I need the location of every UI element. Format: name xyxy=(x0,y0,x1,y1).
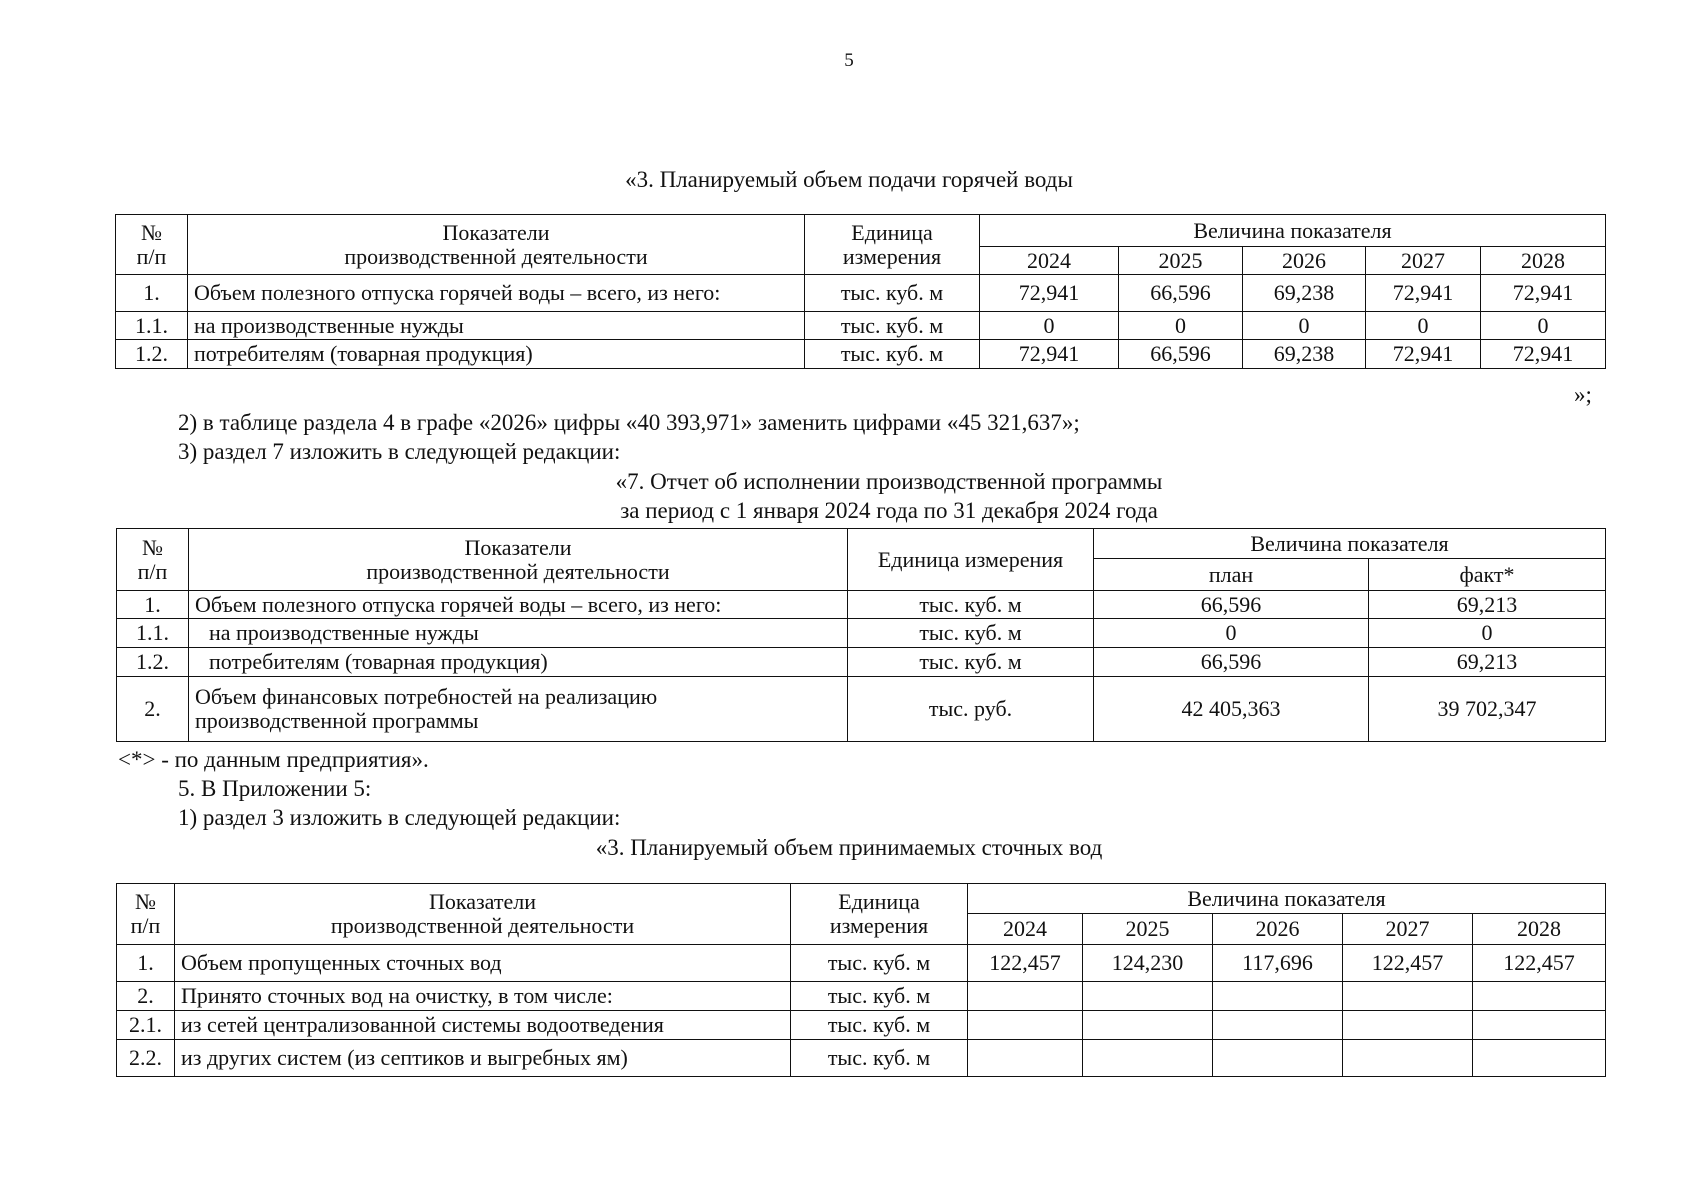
table-header-row xyxy=(116,215,1606,247)
row-plan: 42 405,363 xyxy=(1094,677,1369,742)
col-header-plan: план xyxy=(1094,559,1369,591)
row-name: потребителям (товарная продукция) xyxy=(189,648,848,677)
row-value: 122,457 xyxy=(1473,945,1606,982)
paragraph-table4-change: 2) в таблице раздела 4 в графе «2026» цифры «40 393,971» заменить цифрами «45 321,637»; xyxy=(178,410,1080,435)
row-value: 122,457 xyxy=(968,945,1083,982)
year-header: 2025 xyxy=(1119,247,1243,275)
row-value xyxy=(1083,982,1213,1011)
table2-title-line1: «7. Отчет об исполнении производственной программы xyxy=(615,469,1163,494)
col-header-value: Величина показателя xyxy=(968,884,1606,914)
row-value: 124,230 xyxy=(1083,945,1213,982)
table1-close-quote: »; xyxy=(1574,382,1592,407)
table1-title: «3. Планируемый объем подачи горячей воды xyxy=(625,167,1073,192)
row-name: потребителям (товарная продукция) xyxy=(188,340,805,369)
paragraph-appendix5: 5. В Приложении 5: xyxy=(178,776,372,801)
table2-footnote: <*> - по данным предприятия». xyxy=(118,747,429,772)
row-value: 66,596 xyxy=(1119,340,1243,369)
row-fact: 69,213 xyxy=(1369,591,1606,619)
row-fact: 39 702,347 xyxy=(1369,677,1606,742)
col-header-value: Величина показателя xyxy=(1094,529,1606,559)
row-name: из других систем (из септиков и выгребных ям) xyxy=(175,1040,791,1077)
row-value xyxy=(1083,1011,1213,1040)
table-row xyxy=(117,945,1606,982)
row-unit: тыс. руб. xyxy=(848,677,1094,742)
row-fact: 0 xyxy=(1369,619,1606,648)
table-row xyxy=(117,591,1606,619)
row-unit: тыс. куб. м xyxy=(791,982,968,1011)
row-unit: тыс. куб. м xyxy=(805,312,980,340)
row-value xyxy=(1473,1011,1606,1040)
row-unit: тыс. куб. м xyxy=(848,648,1094,677)
row-value xyxy=(1083,1040,1213,1077)
row-num: 2. xyxy=(117,677,189,742)
row-value xyxy=(1473,1040,1606,1077)
row-unit: тыс. куб. м xyxy=(791,1040,968,1077)
page-number: 5 xyxy=(844,50,854,71)
table-row xyxy=(117,648,1606,677)
row-name: Объем полезного отпуска горячей воды – всего, из него: xyxy=(189,591,848,619)
row-name: Объем пропущенных сточных вод xyxy=(175,945,791,982)
row-value xyxy=(968,1011,1083,1040)
col-header-indicators: Показатели производственной деятельности xyxy=(175,884,791,945)
year-header: 2027 xyxy=(1343,914,1473,945)
col-header-unit: Единица измерения xyxy=(805,215,980,275)
row-plan: 0 xyxy=(1094,619,1369,648)
row-value: 0 xyxy=(1366,312,1481,340)
col-header-num: № п/п xyxy=(117,884,175,945)
row-value: 117,696 xyxy=(1213,945,1343,982)
row-unit: тыс. куб. м xyxy=(848,619,1094,648)
row-value xyxy=(1213,982,1343,1011)
table-row xyxy=(116,275,1606,312)
row-value: 0 xyxy=(1481,312,1606,340)
col-header-num: № п/п xyxy=(116,215,188,275)
table-header-row xyxy=(117,884,1606,914)
row-value: 72,941 xyxy=(1481,275,1606,312)
table-row xyxy=(117,982,1606,1011)
col-header-indicators: Показатели производственной деятельности xyxy=(189,529,848,591)
table3-title: «3. Планируемый объем принимаемых сточных вод xyxy=(595,835,1103,860)
row-value: 0 xyxy=(1119,312,1243,340)
row-unit: тыс. куб. м xyxy=(791,1011,968,1040)
row-num: 1.2. xyxy=(116,340,188,369)
row-value: 0 xyxy=(1243,312,1366,340)
col-header-fact: факт* xyxy=(1369,559,1606,591)
row-value xyxy=(1213,1040,1343,1077)
year-header: 2028 xyxy=(1473,914,1606,945)
table2-title-line2: за период с 1 января 2024 года по 31 декабря 2024 года xyxy=(620,498,1158,523)
table-row xyxy=(116,312,1606,340)
row-fact: 69,213 xyxy=(1369,648,1606,677)
row-value: 72,941 xyxy=(980,275,1119,312)
table-row xyxy=(117,1040,1606,1077)
row-name: из сетей централизованной системы водоотведения xyxy=(175,1011,791,1040)
hot-water-plan-table xyxy=(115,214,1606,369)
year-header: 2026 xyxy=(1213,914,1343,945)
table-row xyxy=(117,677,1606,742)
row-value: 69,238 xyxy=(1243,340,1366,369)
year-header: 2027 xyxy=(1366,247,1481,275)
col-header-unit: Единица измерения xyxy=(848,529,1094,591)
row-plan: 66,596 xyxy=(1094,648,1369,677)
row-value: 72,941 xyxy=(1366,275,1481,312)
row-value: 66,596 xyxy=(1119,275,1243,312)
col-header-num: № п/п xyxy=(117,529,189,591)
program-execution-report-table xyxy=(116,528,1606,742)
row-name: Объем финансовых потребностей на реализацию производственной программы xyxy=(189,677,848,742)
row-name: Объем полезного отпуска горячей воды – всего, из него: xyxy=(188,275,805,312)
row-name: Принято сточных вод на очистку, в том числе: xyxy=(175,982,791,1011)
row-value: 72,941 xyxy=(980,340,1119,369)
table-row xyxy=(117,619,1606,648)
year-header: 2028 xyxy=(1481,247,1606,275)
row-num: 2. xyxy=(117,982,175,1011)
row-value xyxy=(1213,1011,1343,1040)
row-unit: тыс. куб. м xyxy=(805,340,980,369)
row-unit: тыс. куб. м xyxy=(848,591,1094,619)
row-name: на производственные нужды xyxy=(189,619,848,648)
row-num: 2.1. xyxy=(117,1011,175,1040)
year-header: 2026 xyxy=(1243,247,1366,275)
row-num: 2.2. xyxy=(117,1040,175,1077)
row-value xyxy=(1343,982,1473,1011)
row-value xyxy=(1343,1040,1473,1077)
row-unit: тыс. куб. м xyxy=(805,275,980,312)
row-unit: тыс. куб. м xyxy=(791,945,968,982)
col-header-value: Величина показателя xyxy=(980,215,1606,247)
row-value: 72,941 xyxy=(1481,340,1606,369)
wastewater-plan-table xyxy=(116,883,1606,1077)
paragraph-section7: 3) раздел 7 изложить в следующей редакции: xyxy=(178,439,621,464)
col-header-unit: Единица измерения xyxy=(791,884,968,945)
table-row xyxy=(117,1011,1606,1040)
row-num: 1. xyxy=(117,945,175,982)
year-header: 2025 xyxy=(1083,914,1213,945)
row-value xyxy=(1343,1011,1473,1040)
row-value: 69,238 xyxy=(1243,275,1366,312)
row-value: 0 xyxy=(980,312,1119,340)
row-num: 1. xyxy=(116,275,188,312)
year-header: 2024 xyxy=(980,247,1119,275)
row-value xyxy=(1473,982,1606,1011)
row-plan: 66,596 xyxy=(1094,591,1369,619)
row-value xyxy=(968,1040,1083,1077)
table-header-row xyxy=(117,529,1606,559)
year-header: 2024 xyxy=(968,914,1083,945)
row-value xyxy=(968,982,1083,1011)
row-value: 122,457 xyxy=(1343,945,1473,982)
row-value: 72,941 xyxy=(1366,340,1481,369)
paragraph-section3: 1) раздел 3 изложить в следующей редакции: xyxy=(178,805,621,830)
col-header-indicators: Показатели производственной деятельности xyxy=(188,215,805,275)
row-num: 1.1. xyxy=(116,312,188,340)
row-num: 1. xyxy=(117,591,189,619)
row-num: 1.2. xyxy=(117,648,189,677)
row-name: на производственные нужды xyxy=(188,312,805,340)
row-num: 1.1. xyxy=(117,619,189,648)
table-row xyxy=(116,340,1606,369)
